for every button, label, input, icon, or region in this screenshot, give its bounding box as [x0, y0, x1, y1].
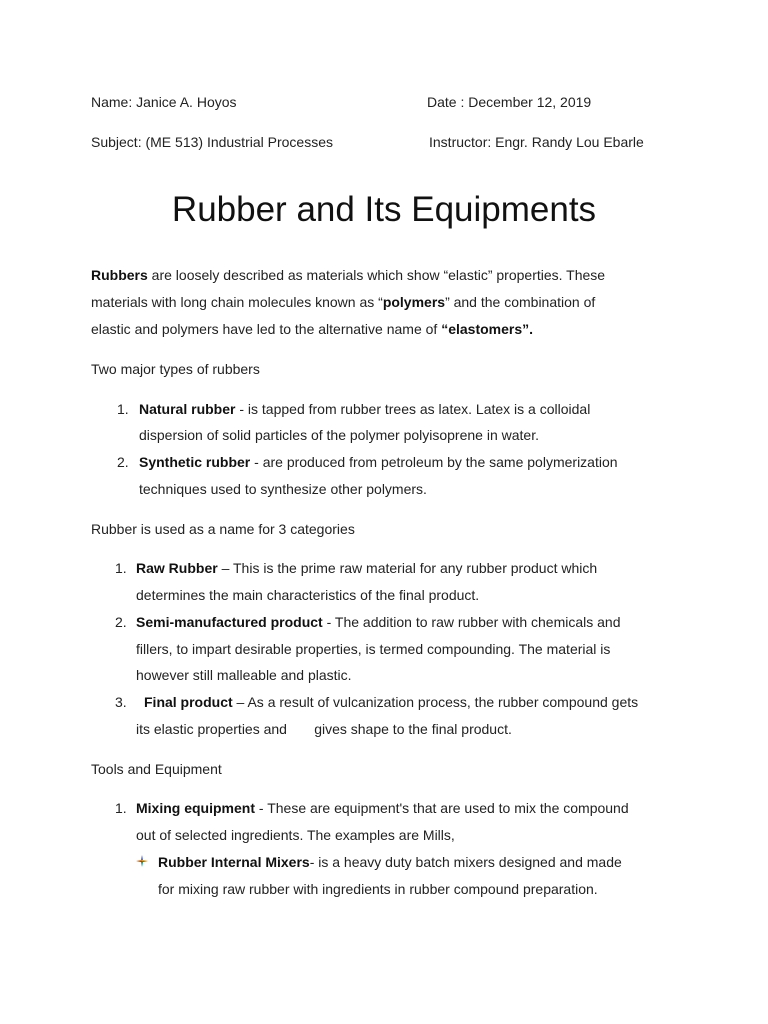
- subject-field: Subject: (ME 513) Industrial Processes: [91, 134, 333, 150]
- intro-text: materials with long chain molecules known as “: [91, 294, 383, 310]
- intro-term-elastomers: “elastomers”.: [441, 321, 534, 337]
- date-field: Date : December 12, 2019: [427, 94, 592, 110]
- list-item-term: Semi-manufactured product: [136, 614, 323, 630]
- list-number: 1.: [115, 800, 127, 816]
- list-number: 1.: [115, 560, 127, 576]
- sub-list-item-continuation: for mixing raw rubber with ingredients in rubber compound preparation.: [158, 881, 598, 897]
- list-item-term: Natural rubber: [139, 401, 236, 417]
- sub-list-item: [158, 852, 622, 872]
- sub-list-item-term: Rubber Internal Mixers: [158, 854, 310, 870]
- list-item-continuation: its elastic properties and gives shape to the final product.: [136, 721, 512, 737]
- list-item: [139, 399, 590, 419]
- list-item-continuation: techniques used to synthesize other polymers.: [139, 481, 427, 497]
- intro-line-3: [91, 319, 533, 339]
- list-number: 3.: [115, 694, 127, 710]
- page-title: Rubber and Its Equipments: [171, 190, 597, 229]
- list-item-text: - are produced from petroleum by the same polymerization: [250, 454, 618, 470]
- categories-heading: Rubber is used as a name for 3 categories: [91, 521, 355, 537]
- name-field: Name: Janice A. Hoyos: [91, 94, 237, 110]
- list-item-continuation: dispersion of solid particles of the polymer polyisoprene in water.: [139, 427, 539, 443]
- types-heading: Two major types of rubbers: [91, 361, 260, 377]
- list-item: [136, 798, 629, 818]
- list-item-term: Raw Rubber: [136, 560, 218, 576]
- tools-heading: Tools and Equipment: [91, 761, 222, 777]
- list-item-continuation: however still malleable and plastic.: [136, 667, 352, 683]
- list-item-text: - These are equipment's that are used to mix the compound: [255, 800, 629, 816]
- list-number: 2.: [117, 454, 129, 470]
- intro-text: elastic and polymers have led to the alternative name of: [91, 321, 442, 337]
- list-item-text: – This is the prime raw material for any rubber product which: [217, 560, 598, 576]
- list-item-continuation: fillers, to impart desirable properties, is termed compounding. The material is: [136, 641, 611, 657]
- list-item-continuation: determines the main characteristics of the final product.: [136, 587, 480, 603]
- intro-text: are loosely described as materials which show “elastic” properties. These: [147, 267, 606, 283]
- list-item-term: Mixing equipment: [136, 800, 255, 816]
- intro-line-1: [91, 265, 605, 285]
- sub-list-item-text: - is a heavy duty batch mixers designed and made: [309, 854, 622, 870]
- list-item-continuation: out of selected ingredients. The examples are Mills,: [136, 827, 455, 843]
- list-item: [136, 558, 597, 578]
- intro-term-polymers: polymers: [382, 294, 446, 310]
- list-item-text: - The addition to raw rubber with chemicals and: [322, 614, 621, 630]
- intro-text: ” and the combination of: [445, 294, 596, 310]
- instructor-field: Instructor: Engr. Randy Lou Ebarle: [429, 134, 644, 150]
- list-item-term: Final product: [144, 694, 233, 710]
- list-number: 2.: [115, 614, 127, 630]
- intro-line-2: [91, 292, 595, 312]
- list-item: [139, 452, 618, 472]
- list-number: 1.: [117, 401, 129, 417]
- list-item-text: - is tapped from rubber trees as latex. Latex is a colloidal: [235, 401, 591, 417]
- four-color-star-bullet-icon: [136, 855, 148, 867]
- list-item-term: Synthetic rubber: [139, 454, 251, 470]
- list-item-text: – As a result of vulcanization process, the rubber compound gets: [232, 694, 639, 710]
- intro-term-rubbers: Rubbers: [91, 267, 148, 283]
- list-item: [136, 612, 620, 632]
- list-item: [144, 692, 638, 712]
